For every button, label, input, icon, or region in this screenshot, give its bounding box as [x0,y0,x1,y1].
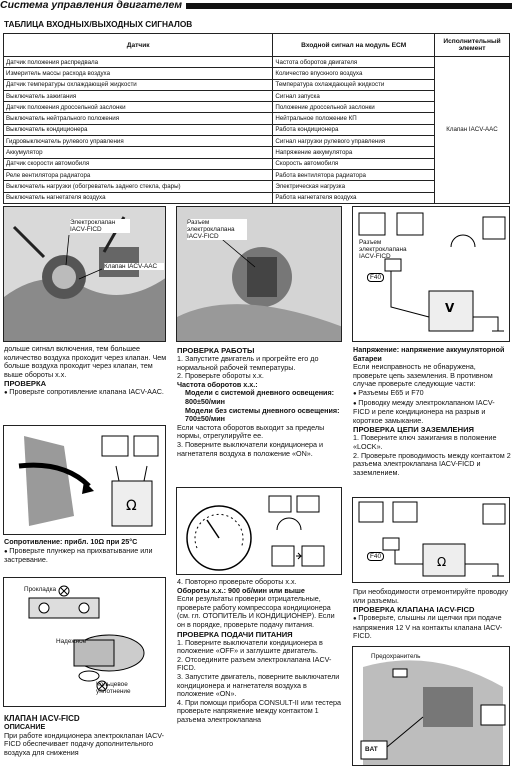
sensor-cell: Аккумулятор [4,147,273,158]
sensor-cell: Датчик скорости автомобиля [4,158,273,169]
plunger-bullet: ● Проверьте плунжер на прихватывание или застревание. [4,547,168,565]
photo-label-aac: Клапан IACV-AAC [104,263,164,270]
table-row [4,136,510,147]
table-row [4,79,510,90]
valve-test-diagram [352,646,510,766]
sensor-cell: Выключатель кондиционера [4,124,273,135]
diag2-f40: F40 [367,552,384,561]
input-cell: Напряжение аккумулятора [273,147,435,158]
ground-step-2: 2. Проверьте проводимость между контактом 2 разъема электроклапана IACV-FICD и заземлением. [353,450,511,477]
idle-spec-c: Обороты х.х.: 900 об/мин или выше [177,585,305,595]
voltage-bullet-2: ● Проводку между электроклапаном IACV-FICD и реле кондиционера на разрыв и короткое замыкание. [353,399,511,426]
table-row [4,181,510,192]
svg-text:V: V [445,301,455,315]
table-row [4,169,510,180]
signal-table [3,33,510,204]
sensor-cell: Датчик положения дроссельной заслонки [4,102,273,113]
desc-text: При работе кондиционера электроклапан IACV-FICD обеспечивает подачу дополнительного воздуха для снижения [4,730,165,757]
input-cell: Сигнал запуска [273,90,435,101]
col-actor: Исполнительный элемент [435,34,510,57]
input-cell: Электрическая нагрузка [273,181,435,192]
idle-spec-a: Модели с системой дневного освещения: 800±50/мин [185,388,335,406]
svg-text:Ω: Ω [126,498,137,514]
svg-text:Ω: Ω [437,555,447,569]
sensor-cell: Выключатель нейтрального положения [4,113,273,124]
fuse-label: Предохранитель [371,653,421,660]
valve-heading: ПРОВЕРКА КЛАПАНА IACV-FICD [353,605,475,615]
input-cell: Положение дроссельной заслонки [273,102,435,113]
page-header [0,0,512,11]
input-cell: Нейтральное положение КП [273,113,435,124]
ground-heading: ПРОВЕРКА ЦЕПИ ЗАЗЕМЛЕНИЯ [353,425,474,435]
table-row [4,147,510,158]
valve-exploded-diagram [3,577,166,707]
sensor-cell: Датчик положения распредвала [4,57,273,68]
sensor-cell: Датчик температуры охлаждающей жидкости [4,79,273,90]
section-title: Система управления двигателем [0,0,186,11]
diag1-connector-label: Разъем электроклапана IACV-FICD [359,239,407,260]
photo-label-ficd: Электроклапан IACV-FICD [70,219,130,233]
gasket-label: Прокладка [24,586,57,593]
sensor-cell: Измеритель массы расхода воздуха [4,68,273,79]
intro-text: дольше сигнал включения, тем большее количество воздуха проходит через клапан. Чем больше воздуха проходит через клапан, тем выше обороты х.х. [4,344,167,379]
table-row [4,158,510,169]
ground-note: При необходимости отремонтируйте проводку или разъемы. [353,587,508,605]
input-cell: Работа вентилятора радиатора [273,169,435,180]
sensor-cell: Реле вентилятора радиатора [4,169,273,180]
table-row [4,68,510,79]
ground-step-1: 1. Поверните ключ зажигания в положение «LOCK». [353,433,497,451]
table-row [4,102,510,113]
work-step-2: 2. Проверьте обороты х.х. [177,371,264,381]
table-row [4,57,510,68]
idle-heading: Частота оборотов х.х.: [177,379,258,389]
sensor-cell: Гидровыключатель рулевого управления [4,136,273,147]
connector-photo [176,206,342,342]
check-bullet: ● Проверьте сопротивление клапана IACV-AAC. [4,388,168,398]
engine-photo [3,206,166,342]
tachometer-diagram [176,487,342,575]
input-cell: Сигнал нагрузки рулевого управления [273,136,435,147]
table-row [4,113,510,124]
actor-cell: Клапан IACV-AAC [435,57,510,204]
power-step-4: 4. При помощи прибора CONSULT-II или тестера проверьте напряжение между контактом 1 разъема электроклапана [177,697,341,724]
continuity-diagram [352,497,510,583]
check-heading: ПРОВЕРКА [4,379,47,389]
connector-photo-label: Разъем электроклапана IACV-FICD [187,219,247,240]
col-input: Входной сигнал на модуль ECM [273,34,435,57]
sensor-cell: Выключатель нагнетателя воздуха [4,192,273,203]
result-text: Если результаты проверки отрицательные, проверьте работу компрессора кондиционера (см. гл. ОТОПИТЕЛЬ И КОНДИЦИОНЕР). Если он в порядке, проверьте подачу питания. [177,594,335,629]
resistance-diagram [3,425,166,535]
work-step-3: 3. Поверните выключатели кондиционера и нагнетателя воздуха в положение «ON». [177,439,323,458]
power-step-2: 2. Отсоедините разъем электроклапана IACV-FICD. [177,654,332,673]
voltage-text: Если неисправность не обнаружена, проверьте цепь заземления. В противном случае проверьте следующие части: [353,362,493,389]
col-sensor: Датчик [4,34,273,57]
ficd-heading: КЛАПАН IACV-FICD [4,714,80,723]
sensor-cell: Выключатель зажигания [4,90,273,101]
table-title: ТАБЛИЦА ВХОДНЫХ/ВЫХОДНЫХ СИГНАЛОВ [4,19,193,29]
battery-label: BAT [365,746,378,753]
idle-spec-b: Модели без системы дневного освещения: 700±50/мин [185,405,340,424]
input-cell: Работа нагнетателя воздуха [273,192,435,203]
power-step-3: 3. Запустите двигатель, поверните выключатели кондиционера и нагнетателя воздуха в положение «ON». [177,671,340,699]
voltage-spec: Напряжение: напряжение аккумуляторной батареи [353,345,505,363]
voltage-diagram [352,206,510,342]
resistance-spec: Сопротивление: прибл. 10Ω при 25°C [4,537,138,546]
desc-heading: ОПИСАНИЕ [4,722,46,731]
input-cell: Работа кондиционера [273,124,435,135]
idle-note: Если частота оборотов выходит за пределы нормы, отрегулируйте ее. [177,422,325,441]
power-heading: ПРОВЕРКА ПОДАЧИ ПИТАНИЯ [177,629,293,639]
oring-label: Кольцевое уплотнение [96,681,131,695]
input-cell: Скорость автомобиля [273,158,435,169]
input-cell: Количество впускного воздуха [273,68,435,79]
diag1-f40: F40 [367,273,384,282]
power-step-1: 1. Поверните выключатели кондиционера в положение «OFF» и заглушите двигатель. [177,637,323,656]
table-row [4,124,510,135]
table-row [4,90,510,101]
input-cell: Температура охлаждающей жидкости [273,79,435,90]
header-rule [186,3,512,9]
work-step-1: 1. Запустите двигатель и прогрейте его до нормальной рабочей температуры. [177,354,319,372]
work-heading: ПРОВЕРКА РАБОТЫ [177,346,255,355]
voltage-bullet-1: ● Разъемы E65 и F70 [353,389,511,399]
valve-bullet: ● Проверьте, слышны ли щелчки при подаче напряжения 12 V на контакты клапана IACV-FICD. [353,614,511,641]
sensor-cell: Выключатель нагрузки (обогреватель заднего стекла, фары) [4,181,273,192]
good-label: Надежное [56,638,87,645]
work-step-4: 4. Повторно проверьте обороты х.х. [177,577,297,586]
input-cell: Частота оборотов двигателя [273,57,435,68]
table-row [4,192,510,203]
